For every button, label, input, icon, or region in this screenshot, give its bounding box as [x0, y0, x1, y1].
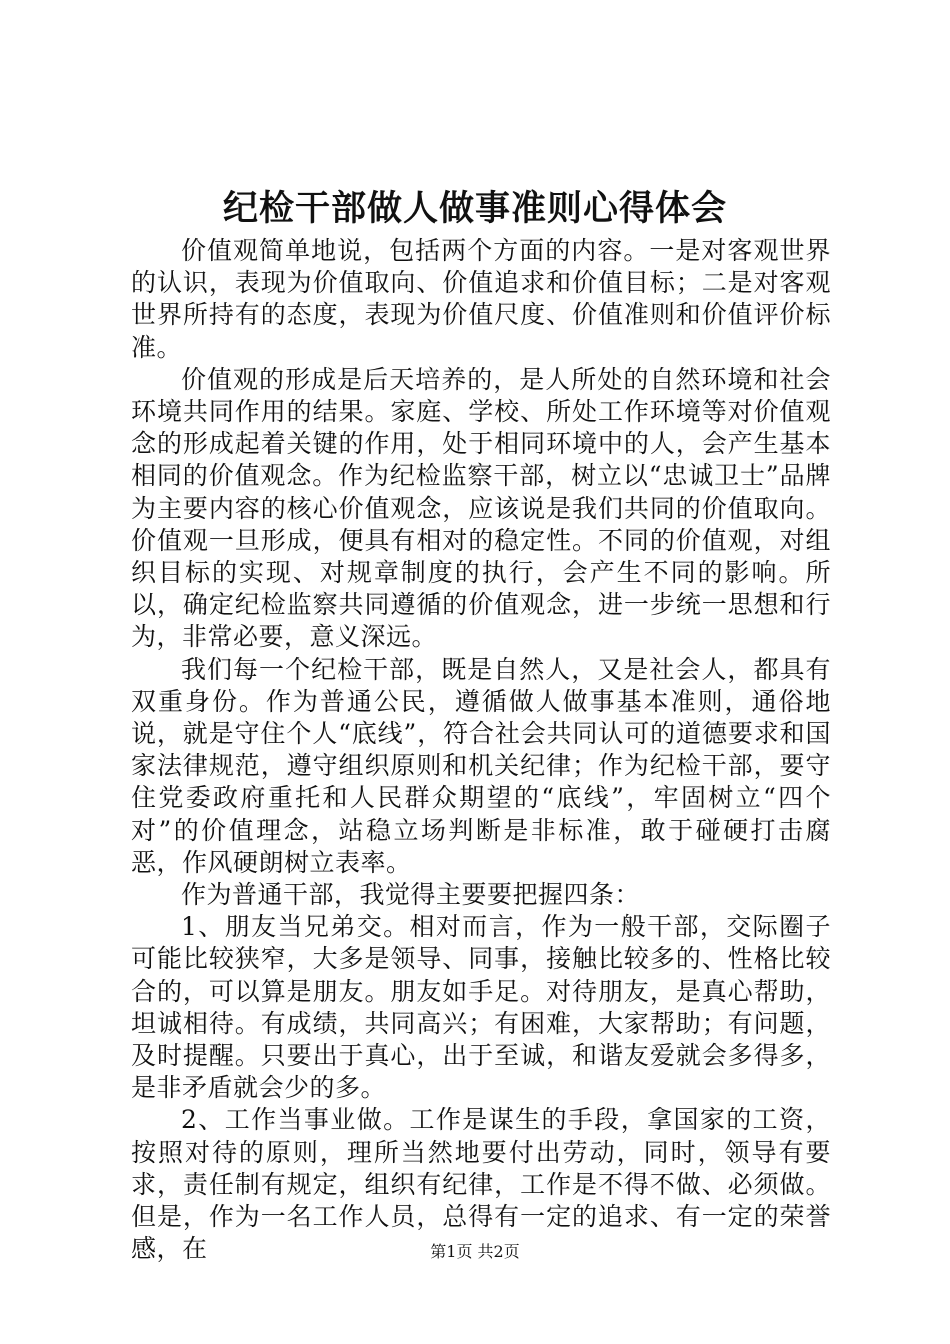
document-title: 纪检干部做人做事准则心得体会 [222, 188, 727, 229]
page-footer: 第1页 共2页 [430, 1242, 520, 1261]
paragraph: 2、工作当事业做。工作是谋生的手段，拿国家的工资，按照对待的原则，理所当然地要付出劳动，同时，领导有要求，责任制有规定，组织有纪律，工作是不得不做、必须做。但是，作为一名工作人员，总得有一定的追求、有一定的荣誉感，在 [131, 1105, 831, 1264]
paragraph: 作为普通干部，我觉得主要要把握四条： [181, 880, 641, 910]
document-body [131, 235, 831, 1266]
paragraph: 1、朋友当兄弟交。相对而言，作为一般干部，交际圈子可能比较狭窄，大多是领导、同事，接触比较多的、性格比较合的，可以算是朋友。朋友如手足。对待朋友，是真心帮助，坦诚相待。有成绩，共同高兴；有困难，大家帮助；有问题，及时提醒。只要出于真心，出于至诚，和谐友爱就会多得多，是非矛盾就会少的多。 [131, 912, 831, 1103]
paragraph: 价值观的形成是后天培养的，是人所处的自然环境和社会环境共同作用的结果。家庭、学校、所处工作环境等对价值观念的形成起着关键的作用，处于相同环境中的人，会产生基本相同的价值观念。作为纪检监察干部，树立以“忠诚卫士”品牌为主要内容的核心价值观念，应该说是我们共同的价值取向。价值观一旦形成，便具有相对的稳定性。不同的价值观，对组织目标的实现、对规章制度的执行，会产生不同的影响。所以，确定纪检监察共同遵循的价值观念，进一步统一思想和行为，非常必要，意义深远。 [131, 364, 831, 652]
paragraph: 我们每一个纪检干部，既是自然人，又是社会人，都具有双重身份。作为普通公民，遵循做人做事基本准则，通俗地说，就是守住个人“底线”，符合社会共同认可的道德要求和国家法律规范，遵守组织原则和机关纪律；作为纪检干部，要守住党委政府重托和人民群众期望的“底线”，牢固树立“四个对”的价值理念，站稳立场判断是非标准，敢于碰硬打击腐恶，作风硬朗树立表率。 [131, 654, 831, 877]
paragraph: 价值观简单地说，包括两个方面的内容。一是对客观世界的认识，表现为价值取向、价值追求和价值目标；二是对客观世界所持有的态度，表现为价值尺度、价值准则和价值评价标准。 [131, 236, 831, 362]
